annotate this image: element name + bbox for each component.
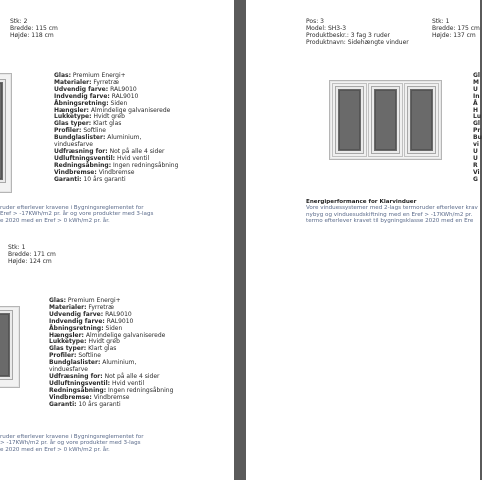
spec-value: Vindbremse <box>91 393 130 401</box>
spec-value: RAL9010 <box>109 92 139 100</box>
spec-value: Hvid ventil <box>115 154 150 162</box>
model-label: Model: SH3-3 <box>306 25 347 32</box>
spec-label: Vindbremse: <box>54 168 97 176</box>
spec-value: Almindelige galvaniserede <box>83 331 166 339</box>
spec-label: vi <box>473 141 479 149</box>
window-drawing <box>0 73 12 193</box>
spec-label: Bu <box>473 134 482 142</box>
spec-label: Vi <box>473 168 480 176</box>
spec-label: U <box>473 147 478 155</box>
width-label: Bredde: 115 cm <box>10 25 58 32</box>
document-page-left <box>0 0 234 480</box>
spec-value: Ingen redningsåbning <box>106 386 174 394</box>
paragraph-line: nybyg og vinduesudskiftning med en Eref > -17KWh/m2 pr. <box>306 211 473 218</box>
energy-title: Energiperformance for Klarvinduer <box>306 199 417 205</box>
glass-pane <box>0 80 5 182</box>
spec-label: Pr <box>473 127 481 135</box>
spec-value: Softline <box>76 352 101 360</box>
spec-label: Lu <box>473 113 482 121</box>
spec-label: Gl <box>473 120 480 128</box>
paragraph-line: > -17KWh/m2 pr. år og vore produkter med 3-lags <box>0 440 141 447</box>
spec-label: Glas: <box>49 297 67 304</box>
spec-list-cut <box>473 73 482 184</box>
spec-value: Klart glas <box>86 345 117 353</box>
spec-label: Materialer: <box>49 303 87 311</box>
spec-value: RAL9010 <box>103 310 132 318</box>
spec-value: Premium Energi+ <box>71 72 126 79</box>
spec-value: Ingen redningsåbning <box>111 161 179 169</box>
spec-label: Profiler: <box>49 352 77 360</box>
spec-value: Siden <box>108 99 128 107</box>
spec-label: Garanti: <box>54 175 82 183</box>
spec-label: Redningsåbning: <box>49 386 107 394</box>
spec-label: Indvendig farve: <box>49 317 105 325</box>
spec-value: Almindelige galvaniserede <box>88 106 171 114</box>
sash <box>404 83 439 157</box>
spec-value: Premium Energi+ <box>66 297 121 304</box>
spec-value: Hvidt greb <box>86 338 120 346</box>
spec-label: R <box>473 161 478 169</box>
spec-value: 10 års garanti <box>81 175 126 183</box>
height-label: Højde: 118 cm <box>10 32 54 39</box>
spec-value: vinduesfarve <box>54 141 93 149</box>
spec-label: Indvendig farve: <box>54 92 110 100</box>
height-label: Højde: 124 cm <box>8 258 52 265</box>
spec-label: In <box>473 92 480 100</box>
spec-value: Aluminium, <box>105 134 142 142</box>
spec-label: Redningsåbning: <box>54 161 112 169</box>
spec-value: vinduesfarve <box>49 366 88 374</box>
spec-value: Hvidt greb <box>91 113 125 121</box>
spec-list <box>49 298 173 409</box>
spec-label: H <box>473 106 479 114</box>
paragraph-line: Vore vinduessystemer med 2-lags termoruder efterlever krav <box>306 205 478 212</box>
spec-value: Siden <box>103 324 123 332</box>
spec-label: Åbningsretning: <box>54 99 109 107</box>
paragraph-line: e 2020 med en Eref > 0 kWh/m2 pr. år. <box>0 217 110 224</box>
energy-section <box>306 199 478 225</box>
spec-value: RAL9010 <box>108 85 137 93</box>
glass-pane <box>336 87 363 153</box>
spec-label: Glas: <box>54 72 72 79</box>
spec-label: Materialer: <box>54 78 92 86</box>
width-label: Bredde: 175 cm <box>432 25 480 32</box>
glass-pane <box>408 87 435 153</box>
paragraph-line: ruder efterlever kravene i Bygningsreglementet for <box>0 205 144 211</box>
product-name: Produktnavn: Sidehængte vinduer <box>306 39 409 46</box>
spec-label: Udvendig farve: <box>49 310 104 318</box>
window-drawing <box>0 306 20 388</box>
spec-label: Garanti: <box>49 400 77 408</box>
spec-label: U <box>473 154 478 162</box>
spec-list <box>54 73 178 184</box>
spec-label: Lukketype: <box>49 338 87 346</box>
spec-value: Aluminium, <box>100 359 137 367</box>
document-page-right <box>246 0 480 480</box>
quantity-label: Stk: 1 <box>432 18 450 25</box>
width-label: Bredde: 171 cm <box>8 251 56 258</box>
glass-pane <box>0 311 12 379</box>
spec-label: Glas typer: <box>49 345 87 353</box>
spec-value: Softline <box>81 127 106 135</box>
spec-label: Profiler: <box>54 127 82 135</box>
paragraph-line: Eref > -17KWh/m2 pr. år og vore produkter med 3-lags <box>0 211 154 218</box>
quantity-label: Stk: 2 <box>10 18 28 25</box>
spec-value: Fyrretræ <box>91 78 119 86</box>
spec-label: Udfræsning for: <box>49 372 103 380</box>
height-label: Højde: 137 cm <box>432 32 476 39</box>
spec-label: Udluftningsventil: <box>54 154 116 162</box>
spec-label: M <box>473 78 479 86</box>
spec-label: Vindbremse: <box>49 393 92 401</box>
paragraph-line: ruder efterlever kravene i Bygningsreglementet for <box>0 434 144 440</box>
energy-paragraph <box>0 434 144 453</box>
spec-label: Udvendig farve: <box>54 85 109 93</box>
spec-row <box>473 177 482 184</box>
spec-value: Hvid ventil <box>110 379 145 387</box>
spec-row <box>54 177 178 184</box>
sash <box>368 83 403 157</box>
spec-label: Udluftningsventil: <box>49 379 111 387</box>
spec-label: Hængsler: <box>54 106 89 114</box>
spec-value: Vindbremse <box>96 168 135 176</box>
spec-value: 10 års garanti <box>76 400 121 408</box>
position-label: Pos: 3 <box>306 18 324 25</box>
spec-label: Glas typer: <box>54 120 92 128</box>
spec-label: U <box>473 85 478 93</box>
spec-value: Not på alle 4 sider <box>102 372 160 380</box>
spec-label: Gl <box>473 72 480 79</box>
spec-value: Klart glas <box>91 120 122 128</box>
glass-pane <box>372 87 399 153</box>
spec-label: Hængsler: <box>49 331 84 339</box>
paragraph-line: termo efterlever kravet til bygningsklasse 2020 med en Ere <box>306 218 474 225</box>
spec-label: G <box>473 175 478 183</box>
spec-label: Lukketype: <box>54 113 92 121</box>
sash <box>332 83 367 157</box>
energy-paragraph <box>0 205 153 224</box>
spec-label: Å <box>473 99 478 107</box>
spec-label: Bundglaslister: <box>49 359 101 367</box>
spec-label: Bundglaslister: <box>54 134 106 142</box>
window-drawing <box>329 80 442 160</box>
spec-value: Not på alle 4 sider <box>107 147 165 155</box>
spec-row <box>49 402 173 409</box>
spec-label: Udfræsning for: <box>54 147 108 155</box>
quantity-label: Stk: 1 <box>8 244 26 251</box>
spec-value: Fyrretræ <box>86 303 114 311</box>
spec-label: Åbningsretning: <box>49 324 104 332</box>
paragraph-line: e 2020 med en Eref > 0 kWh/m2 pr. år. <box>0 446 110 453</box>
product-description: Produktbeskr.: 3 fag 3 ruder <box>306 32 390 39</box>
spec-value: RAL9010 <box>104 317 134 325</box>
